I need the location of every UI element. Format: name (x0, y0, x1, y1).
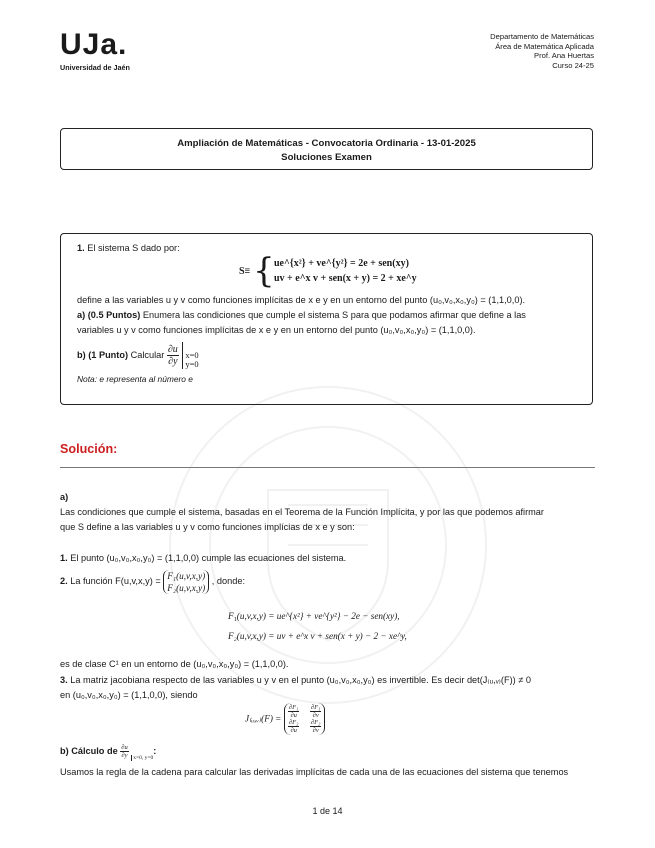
class-statement: es de clase C¹ en un entorno de (u₀,v₀,x₀,y₀) = (1,1,0,0). (60, 659, 289, 669)
exercise-intro-text: El sistema S dado por: (87, 243, 180, 253)
part-a-label: a) (0.5 Puntos) (77, 310, 141, 320)
condition-2 (60, 568, 245, 594)
exam-title: Ampliación de Matemáticas - Convocatoria Ordinaria - 13-01-2025 (177, 138, 476, 149)
system-brace: { (253, 251, 275, 291)
part-a-text: Enumera las condiciones que cumple el sistema S para que podamos afirmar que define a las (142, 310, 526, 320)
condition-3 (60, 674, 531, 686)
university-logo (60, 30, 140, 74)
logo-subtitle: Universidad de Jaén (60, 63, 130, 72)
vector-F2: F₂(u,v,x,y) (167, 582, 206, 593)
jac-entry-11: $\frac{\text{∂F₁}}{\partial u}$ (288, 704, 299, 719)
solution-b-frac-den: ∂y (121, 752, 128, 760)
exercise-box (60, 233, 593, 405)
solution-divider (60, 467, 595, 468)
condition-2-text: La función F(u,v,x,y) = (70, 576, 161, 586)
jacobian-matrix (245, 703, 325, 735)
function-vector (163, 570, 209, 594)
exam-subtitle: Soluciones Examen (281, 152, 372, 163)
jacobian-entries (284, 703, 325, 735)
F1-definition: F₁(u,v,x,y) = ue^{x²} + ve^{y²} − 2e − sen(xy), (228, 611, 400, 621)
logo-wordmark: UJa. (60, 28, 128, 61)
part-b-eval-y: y=0 (185, 359, 199, 369)
solution-b-eval: x=0, y=0 (133, 755, 154, 761)
condition-2-donde: , donde: (211, 576, 246, 586)
solution-b-colon: : (153, 746, 157, 756)
condition-1-text: El punto (u₀,v₀,x₀,y₀) = (1,1,0,0) cumple las ecuaciones del sistema. (70, 553, 347, 563)
exercise-note: Nota: e representa al número e (77, 374, 193, 384)
solution-part-a-label: a) (60, 492, 69, 502)
dept-line: Curso 24-25 (552, 60, 594, 70)
dept-line: Departamento de Matemáticas (490, 32, 594, 41)
part-a-line1 (77, 309, 526, 321)
jac-entry-21: $\frac{\text{∂F₂}}{\partial u}$ (288, 719, 299, 734)
vector-F1: F₁(u,v,x,y) (167, 570, 206, 581)
jac-entry-22: $\frac{\text{∂F₂}}{\partial v}$ (310, 719, 321, 734)
part-b-evaluation (182, 342, 198, 369)
part-b-frac-num: ∂u (167, 344, 178, 355)
condition-3-text: La matriz jacobiana respecto de las variables u y v en el punto (u₀,v₀,x₀,y₀) es invertible. Es decir det(J₍ᵤ,ᵥ₎(F)) ≠ 0 (70, 675, 531, 685)
dept-line: Área de Matemática Aplicada (495, 41, 594, 51)
part-b-frac-den: ∂y (168, 356, 178, 367)
solution-b-derivative (120, 744, 128, 759)
condition-1-number: 1. (60, 553, 68, 563)
page-number: 1 de 14 (312, 806, 343, 816)
part-a-line2: variables u y v como funciones implícitas de x e y en un entorno del punto (u₀,v₀,x₀,y₀) = (1,1,0,0). (77, 325, 476, 335)
jac-entry-12: $\frac{\text{∂F₁}}{\partial v}$ (310, 704, 321, 719)
solution-a-intro-1: Las condiciones que cumple el sistema, basadas en el Teorema de la Función Implícita, y por las que podemos afirmar (60, 507, 544, 517)
exam-title-box (60, 128, 593, 170)
solution-b-text: Usamos la regla de la cadena para calcular las derivadas implícitas de cada una de las ecuaciones del sistema que tenemos (60, 767, 569, 777)
part-b-text: Calcular (130, 349, 165, 360)
condition-3-cont: en (u₀,v₀,x₀,y₀) = (1,1,0,0), siendo (60, 690, 198, 700)
jacobian-label: J₍ᵤ,ᵥ₎(F) = (245, 713, 282, 724)
solution-b-frac-num: ∂u (121, 744, 128, 752)
exercise-intro (77, 242, 180, 254)
solution-a-intro-2: que S define a las variables u y v como funciones implícias de x e y son: (60, 522, 355, 532)
exercise-number: 1. (77, 243, 85, 253)
system-equation-1: ue^{x²} + ve^{y²} = 2e + sen(xy) (274, 258, 409, 269)
exercise-define: define a las variables u y v como funciones implícitas de x e y en un entorno del punto (u₀,v₀,x₀,y₀) = (1,1,0,0). (77, 295, 526, 305)
F2-definition: F₂(u,v,x,y) = uv + e^x v + sen(x + y) − 2 − xe^y, (228, 631, 407, 641)
system-equation-2: uv + e^x v + sen(x + y) = 2 + xe^y (274, 273, 417, 284)
part-b-label: b) (1 Punto) (77, 349, 129, 360)
solution-part-b-heading (60, 744, 156, 761)
condition-3-number: 3. (60, 675, 68, 685)
solution-part-b-label: b) Cálculo de (60, 746, 118, 756)
condition-2-number: 2. (60, 576, 68, 586)
dept-line: Prof. Ana Huertas (534, 51, 594, 61)
solution-heading: Solución: (60, 442, 118, 456)
system-label: S≡ (239, 266, 251, 277)
condition-1 (60, 552, 346, 564)
department-info (490, 32, 594, 70)
part-b-line (77, 342, 199, 369)
part-b-eval-x: x=0 (185, 350, 199, 360)
part-b-derivative (167, 344, 179, 367)
